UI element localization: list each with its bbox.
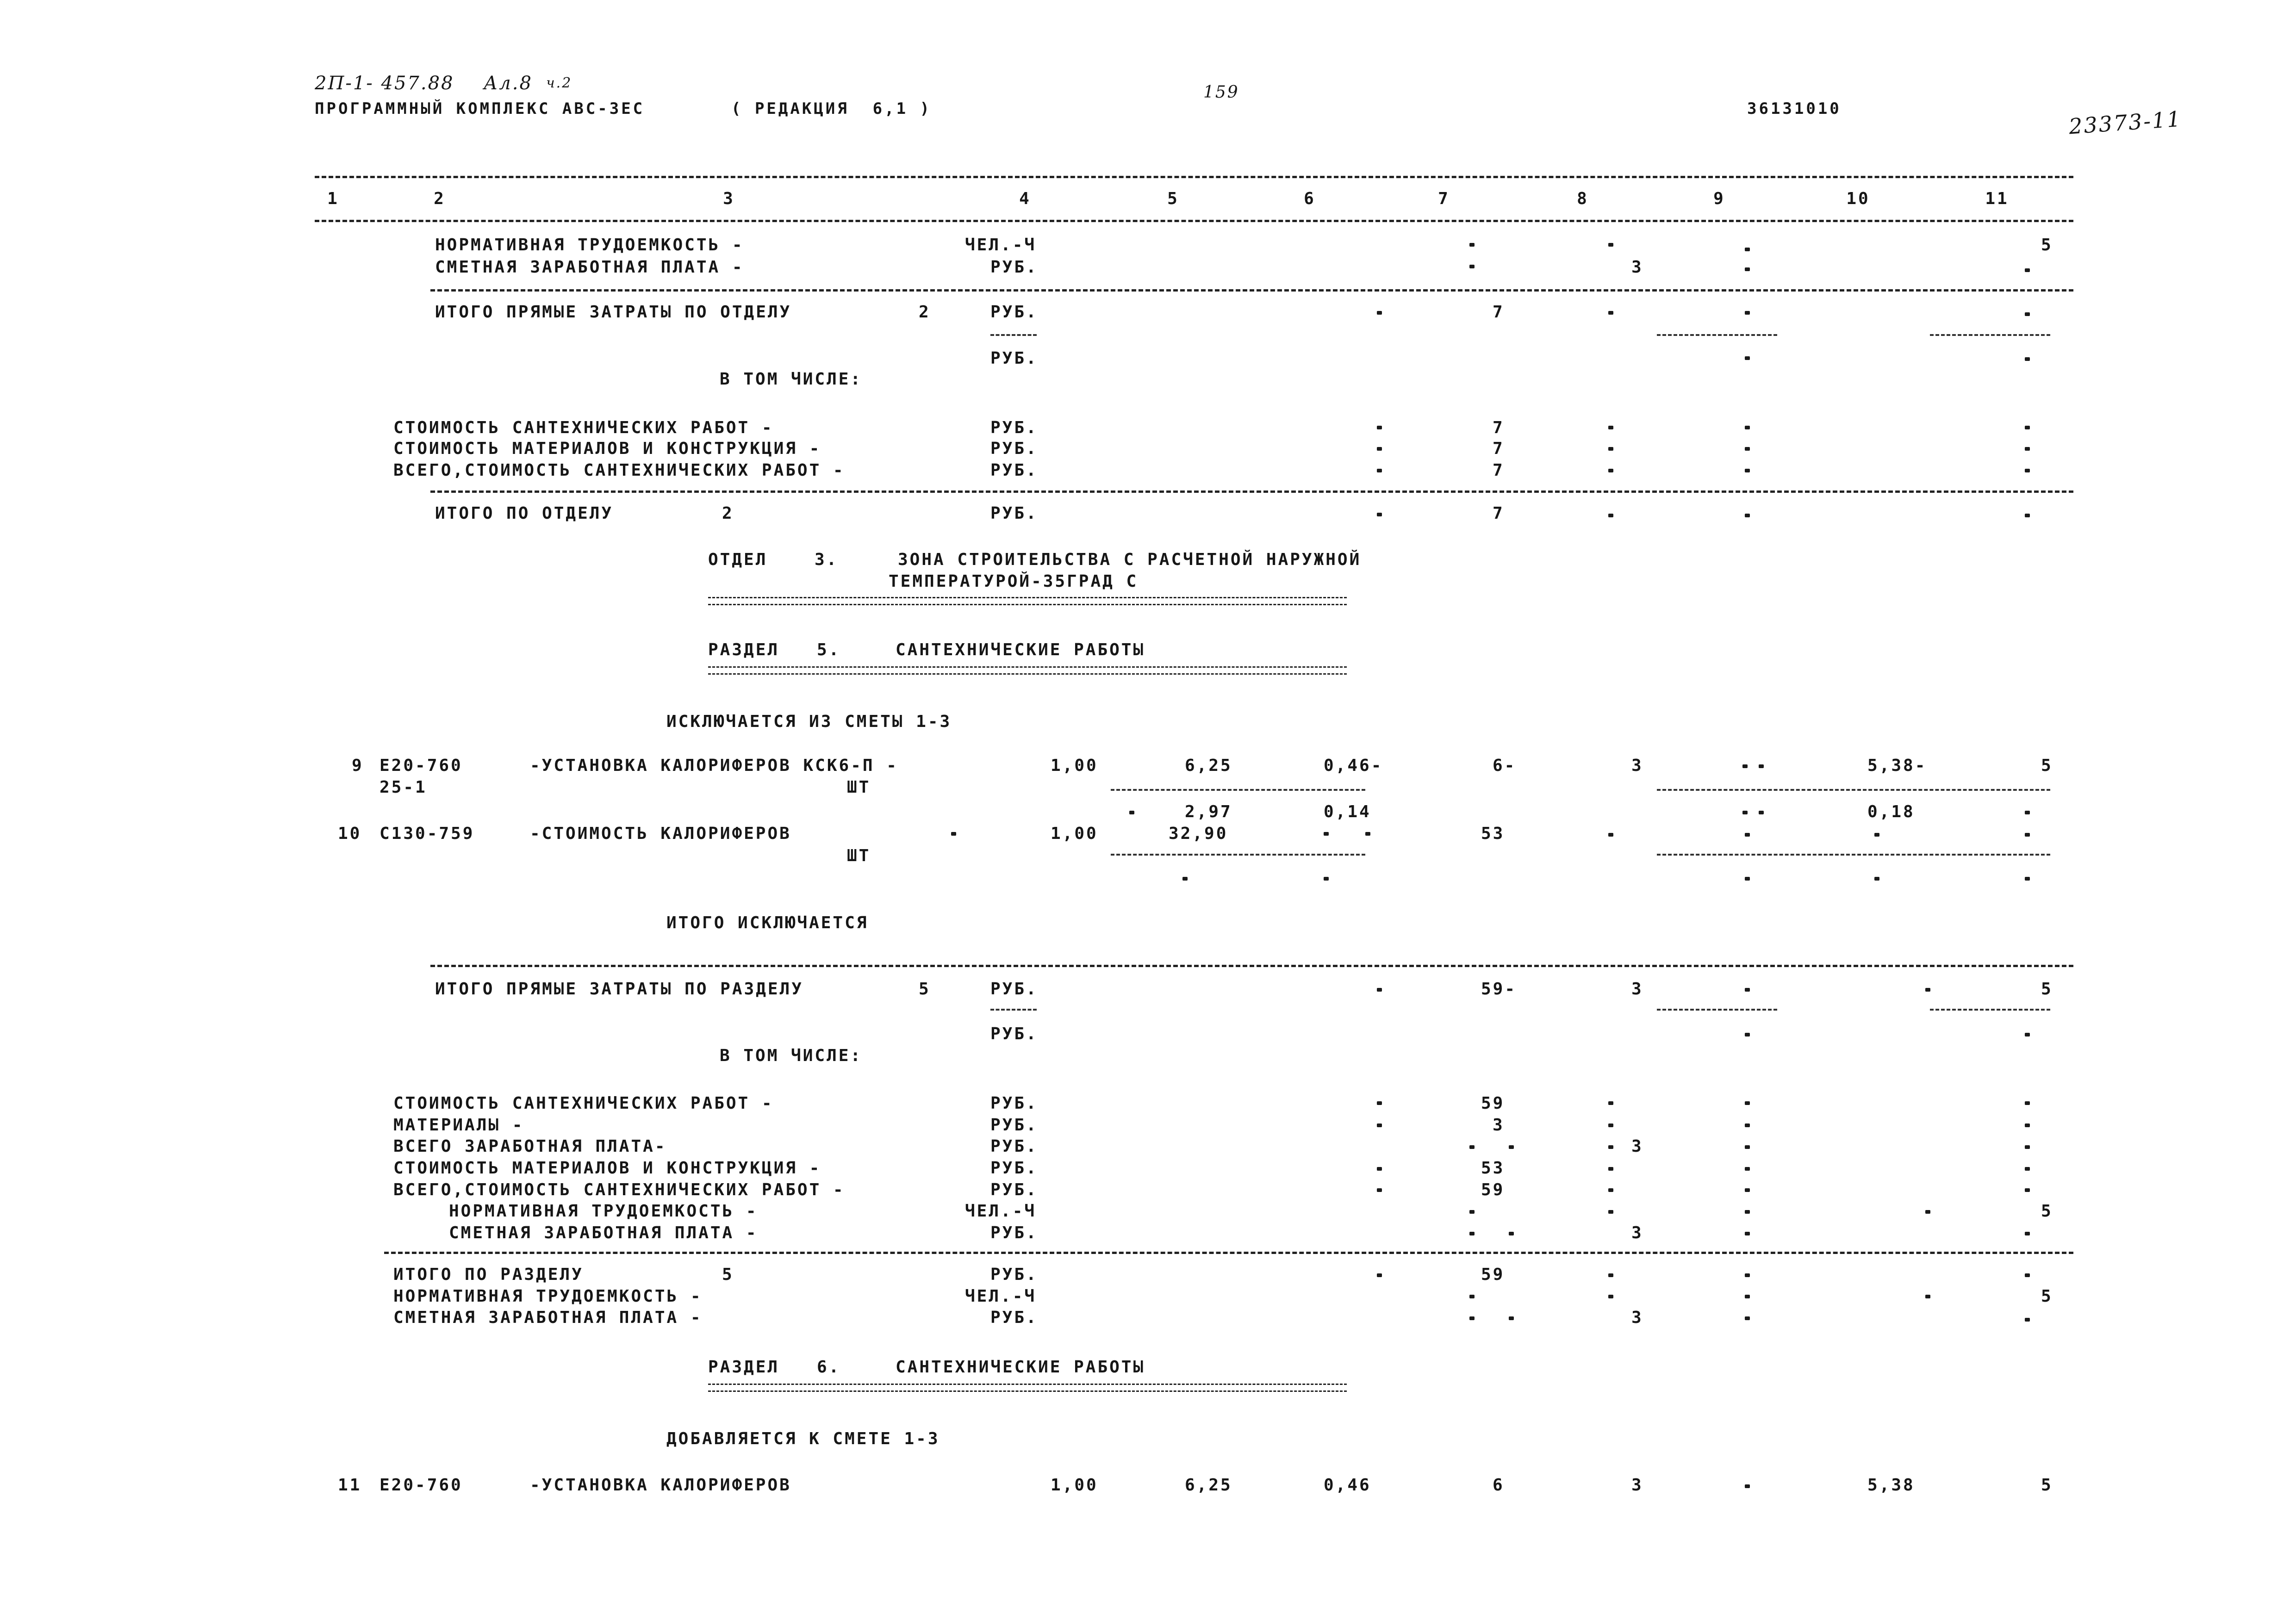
column-6: 6 xyxy=(1304,189,1316,208)
dash-mark xyxy=(1129,811,1134,814)
subtotal-rule xyxy=(430,289,2073,292)
dash-mark xyxy=(1745,1316,1750,1320)
total-cost-plumbing-col7: 59 xyxy=(1481,1180,1505,1199)
dash-mark xyxy=(2025,1167,2030,1171)
dash-mark xyxy=(2025,1232,2030,1235)
dash-line xyxy=(1930,1009,2050,1011)
dash-mark xyxy=(2025,877,2030,881)
dash-mark xyxy=(2025,1318,2030,1322)
item-col7: 53 xyxy=(1481,824,1505,843)
est-wage-col8: 3 xyxy=(1631,1223,1643,1242)
dash-mark xyxy=(1608,1167,1613,1171)
cost-materials-label: СТОИМОСТЬ МАТЕРИАЛОВ И КОНСТРУКЦИЯ - xyxy=(393,439,821,458)
table-top-rule xyxy=(315,176,2073,178)
cost-materials-col7: 7 xyxy=(1493,439,1505,458)
item-code-sub: 25-1 xyxy=(380,778,427,797)
dash-mark xyxy=(1608,833,1613,837)
dash-mark xyxy=(1608,243,1613,247)
including-label: В ТОМ ЧИСЛЕ: xyxy=(720,370,863,389)
total-cost-plumbing-col7: 7 xyxy=(1493,461,1505,480)
dash-mark xyxy=(1377,1101,1382,1105)
dash-mark xyxy=(951,832,956,836)
added-heading: ДОБАВЛЯЕТСЯ К СМЕТЕ 1-3 xyxy=(666,1429,940,1448)
dash-mark xyxy=(1324,832,1329,836)
rub-unit: РУБ. xyxy=(990,1024,1038,1043)
section-number: 5 xyxy=(919,980,931,999)
dept-title-line2: ТЕМПЕРАТУРОЙ-35ГРАД С xyxy=(889,572,1139,591)
column-3: 3 xyxy=(723,189,735,208)
dash-mark xyxy=(1608,447,1613,451)
norm-labor-label: НОРМАТИВНАЯ ТРУДОЕМКОСТЬ - xyxy=(449,1202,758,1221)
dash-mark xyxy=(1745,248,1750,251)
item-qty: 1,00 xyxy=(1051,1476,1098,1495)
dept-title-line1: ЗОНА СТРОИТЕЛЬСТВА С РАСЧЕТНОЙ НАРУЖНОЙ xyxy=(898,550,1362,569)
dash-mark xyxy=(1509,1232,1514,1235)
section-underline xyxy=(708,666,1347,675)
rub-unit: РУБ. xyxy=(990,980,1038,999)
handwritten-reference: 23373-11 xyxy=(2068,106,2183,139)
item-unit: ШТ xyxy=(847,846,871,865)
section-title: САНТЕХНИЧЕСКИЕ РАБОТЫ xyxy=(896,1358,1145,1377)
dash-mark xyxy=(1745,267,1750,271)
total-wage-label: ВСЕГО ЗАРАБОТНАЯ ПЛАТА- xyxy=(393,1137,667,1156)
including-label: В ТОМ ЧИСЛЕ: xyxy=(720,1046,863,1065)
dash-mark xyxy=(1745,356,1750,360)
dash-mark xyxy=(1608,1210,1613,1214)
rub-unit: РУБ. xyxy=(990,1265,1038,1284)
rub-unit: РУБ. xyxy=(990,1094,1038,1113)
dash-mark xyxy=(1745,1167,1750,1171)
dash-mark xyxy=(1608,469,1613,472)
program-title: ПРОГРАММНЫЙ КОМПЛЕКС АВС-3ЕС xyxy=(315,99,645,118)
cost-materials-label: СТОИМОСТЬ МАТЕРИАЛОВ И КОНСТРУКЦИЯ - xyxy=(393,1159,821,1178)
column-8: 8 xyxy=(1577,189,1589,208)
item-name: -УСТАНОВКА КАЛОРИФЕРОВ КСК6-П - xyxy=(530,756,898,775)
dash-line xyxy=(1111,789,1365,791)
dash-mark xyxy=(1874,877,1879,881)
dash-mark xyxy=(1608,1123,1613,1127)
dash-mark xyxy=(1742,811,1748,814)
dash-mark xyxy=(1742,764,1748,768)
est-wage-label: СМЕТНАЯ ЗАРАБОТНАЯ ПЛАТА - xyxy=(393,1308,703,1327)
dash-mark xyxy=(1469,1145,1475,1149)
dash-mark xyxy=(2025,1033,2030,1037)
dash-mark xyxy=(1745,1188,1750,1192)
section-total-rule xyxy=(430,965,2073,967)
dash-mark xyxy=(1608,1188,1613,1192)
item-qty: 1,00 xyxy=(1051,756,1098,775)
item-name: -СТОИМОСТЬ КАЛОРИФЕРОВ xyxy=(530,824,791,843)
dash-mark xyxy=(1745,833,1750,837)
item-col8: 3 xyxy=(1631,1476,1643,1495)
rub-unit: РУБ. xyxy=(990,1116,1038,1135)
rub-unit: РУБ. xyxy=(990,461,1038,480)
dash-mark xyxy=(2025,447,2030,451)
dash-mark xyxy=(2025,833,2030,837)
dash-mark xyxy=(1745,311,1750,315)
document-code: 36131010 xyxy=(1747,99,1842,118)
dash-mark xyxy=(1324,877,1329,881)
dash-mark xyxy=(1182,877,1188,881)
dash-mark xyxy=(1469,1232,1475,1235)
norm-labor-col11: 5 xyxy=(2041,236,2053,254)
total-dept-label: ИТОГО ПО ОТДЕЛУ xyxy=(435,504,614,523)
total-direct-col7: 7 xyxy=(1493,303,1505,322)
dash-mark xyxy=(2025,1123,2030,1127)
dash-mark xyxy=(1608,311,1613,315)
header-bottom-rule xyxy=(315,220,2073,222)
total-dept-col7: 7 xyxy=(1493,504,1505,523)
item-unit: ШТ xyxy=(847,778,871,797)
item-col11: 5 xyxy=(2041,756,2053,775)
item-qty: 1,00 xyxy=(1051,824,1098,843)
dash-mark xyxy=(1745,514,1750,517)
program-edition: ( РЕДАКЦИЯ 6,1 ) xyxy=(731,99,932,118)
excluded-heading: ИСКЛЮЧАЕТСЯ ИЗ СМЕТЫ 1-3 xyxy=(666,712,952,731)
dash-mark xyxy=(1377,513,1382,516)
dash-mark xyxy=(2025,1101,2030,1105)
dash-mark xyxy=(1745,1295,1750,1298)
dash-mark xyxy=(2025,469,2030,472)
album-ref: Ал.8 xyxy=(484,73,533,94)
rub-unit: РУБ. xyxy=(990,1159,1038,1178)
dept-number: 3. xyxy=(815,550,839,569)
dash-mark xyxy=(1745,1101,1750,1105)
column-10: 10 xyxy=(1846,189,1870,208)
column-5: 5 xyxy=(1167,189,1179,208)
column-2: 2 xyxy=(434,189,446,208)
dash-mark xyxy=(2025,1273,2030,1277)
dash-mark xyxy=(1469,265,1475,268)
norm-labor-col11: 5 xyxy=(2041,1202,2053,1221)
est-wage-label: СМЕТНАЯ ЗАРАБОТНАЯ ПЛАТА - xyxy=(449,1223,758,1242)
cost-plumbing-label: СТОИМОСТЬ САНТЕХНИЧЕСКИХ РАБОТ - xyxy=(393,418,774,437)
dash-mark xyxy=(1745,1232,1750,1235)
norm-labor-label: НОРМАТИВНАЯ ТРУДОЕМКОСТЬ - xyxy=(435,236,744,254)
dash-mark xyxy=(1745,988,1750,992)
dash-mark xyxy=(1608,1273,1613,1277)
total-cost-plumbing-label: ВСЕГО,СТОИМОСТЬ САНТЕХНИЧЕСКИХ РАБОТ - xyxy=(393,1180,845,1199)
dash-line xyxy=(1657,334,1777,336)
dash-mark xyxy=(1608,514,1613,517)
dash-line xyxy=(1111,854,1365,856)
dash-mark xyxy=(1608,1145,1613,1149)
total-cost-plumbing-label: ВСЕГО,СТОИМОСТЬ САНТЕХНИЧЕСКИХ РАБОТ - xyxy=(393,461,845,480)
column-7: 7 xyxy=(1438,189,1450,208)
rub-unit: РУБ. xyxy=(990,504,1038,523)
dash-mark xyxy=(1608,426,1613,429)
item-number: 9 xyxy=(352,756,364,775)
dash-mark xyxy=(2025,312,2030,316)
dept-number: 2 xyxy=(919,303,931,322)
dash-mark xyxy=(1509,1316,1514,1320)
dash-mark xyxy=(2025,1188,2030,1192)
dash-mark xyxy=(1608,1101,1613,1105)
dash-mark xyxy=(1759,764,1764,768)
item-col6-wage: 0,14 xyxy=(1324,802,1371,821)
cost-plumbing-col7: 7 xyxy=(1493,418,1505,437)
dash-mark xyxy=(2025,268,2030,272)
rub-unit: РУБ. xyxy=(990,258,1038,277)
item-col5: 6,25 xyxy=(1185,756,1232,775)
rub-unit: РУБ. xyxy=(990,303,1038,322)
rub-unit: РУБ. xyxy=(990,349,1038,368)
dash-line xyxy=(1657,789,2050,791)
section-total-rule xyxy=(384,1252,2073,1254)
section-title: САНТЕХНИЧЕСКИЕ РАБОТЫ xyxy=(896,640,1145,659)
dash-mark xyxy=(2025,357,2030,361)
rub-unit: РУБ. xyxy=(990,1223,1038,1242)
norm-labor-col11: 5 xyxy=(2041,1287,2053,1306)
dash-mark xyxy=(1377,1273,1382,1277)
item-code: Е20-760 xyxy=(380,756,463,775)
dash-mark xyxy=(1745,1033,1750,1037)
item-col5: 32,90 xyxy=(1169,824,1228,843)
dash-mark xyxy=(1377,311,1382,315)
section-label: РАЗДЕЛ xyxy=(708,640,780,659)
dept-total-rule xyxy=(430,490,2073,493)
dash-mark xyxy=(1469,243,1475,247)
norm-labor-unit: ЧЕЛ.-Ч xyxy=(965,1287,1037,1306)
total-direct-dept-label: ИТОГО ПРЯМЫЕ ЗАТРАТЫ ПО ОТДЕЛУ xyxy=(435,303,792,322)
norm-labor-unit: ЧЕЛ.-Ч xyxy=(965,236,1037,254)
section-number: 6. xyxy=(817,1358,841,1377)
doc-code: 2П-1- 457.88 xyxy=(315,73,454,94)
rub-unit: РУБ. xyxy=(990,439,1038,458)
norm-labor-label: НОРМАТИВНАЯ ТРУДОЕМКОСТЬ - xyxy=(393,1287,703,1306)
norm-labor-unit: ЧЕЛ.-Ч xyxy=(965,1202,1037,1221)
dash-mark xyxy=(1759,811,1764,814)
part-ref: ч.2 xyxy=(546,75,572,91)
section-label: РАЗДЕЛ xyxy=(708,1358,780,1377)
column-9: 9 xyxy=(1713,189,1725,208)
dash-mark xyxy=(1745,426,1750,429)
rub-unit: РУБ. xyxy=(990,1180,1038,1199)
item-code: С130-759 xyxy=(380,824,475,843)
dash-mark xyxy=(1365,832,1370,836)
rub-unit: РУБ. xyxy=(990,1137,1038,1156)
item-col6: 0,46 xyxy=(1324,1476,1371,1495)
materials-col7: 3 xyxy=(1493,1116,1505,1135)
dash-line xyxy=(1657,1009,1777,1011)
item-col7: 6- xyxy=(1493,756,1517,775)
cost-plumbing-label: СТОИМОСТЬ САНТЕХНИЧЕСКИХ РАБОТ - xyxy=(393,1094,774,1113)
item-col10: 5,38- xyxy=(1867,756,1927,775)
total-direct-section-col11: 5 xyxy=(2041,980,2053,999)
dash-mark xyxy=(1469,1295,1475,1298)
total-direct-section-col8: 3 xyxy=(1631,980,1643,999)
item-col8: 3 xyxy=(1631,756,1643,775)
dash-mark xyxy=(1377,1188,1382,1192)
item-number: 11 xyxy=(338,1476,362,1495)
materials-label: МАТЕРИАЛЫ - xyxy=(393,1116,524,1135)
item-col11: 5 xyxy=(2041,1476,2053,1495)
dash-mark xyxy=(1377,1123,1382,1127)
column-11: 11 xyxy=(1985,189,2009,208)
item-name: -УСТАНОВКА КАЛОРИФЕРОВ xyxy=(530,1476,791,1495)
item-code: Е20-760 xyxy=(380,1476,463,1495)
dash-mark xyxy=(1377,447,1382,451)
dash-mark xyxy=(1874,833,1879,837)
est-wage-col8: 3 xyxy=(1631,1308,1643,1327)
dash-mark xyxy=(1745,447,1750,451)
section-number: 5. xyxy=(817,640,841,659)
dash-mark xyxy=(1608,1295,1613,1298)
column-1: 1 xyxy=(327,189,339,208)
item-col10-wage: 0,18 xyxy=(1867,802,1915,821)
rub-unit: РУБ. xyxy=(990,1308,1038,1327)
dash-mark xyxy=(1745,1273,1750,1277)
dept-underline xyxy=(708,597,1347,605)
section-number: 5 xyxy=(722,1265,734,1284)
dash-mark xyxy=(1469,1210,1475,1214)
dash-mark xyxy=(2025,811,2030,814)
dash-line xyxy=(990,334,1037,336)
dash-mark xyxy=(1745,1484,1750,1488)
dash-line xyxy=(1930,334,2050,336)
dash-mark xyxy=(1925,1210,1930,1214)
section-underline xyxy=(708,1384,1347,1392)
dept-number: 2 xyxy=(722,504,734,523)
dash-mark xyxy=(1377,426,1382,429)
dash-mark xyxy=(1745,877,1750,881)
est-wage-label: СМЕТНАЯ ЗАРАБОТНАЯ ПЛАТА - xyxy=(435,258,744,277)
item-col6: 0,46- xyxy=(1324,756,1383,775)
rub-unit: РУБ. xyxy=(990,418,1038,437)
item-col7: 6 xyxy=(1493,1476,1505,1495)
item-col5-wage: 2,97 xyxy=(1185,802,1232,821)
item-number: 10 xyxy=(338,824,362,843)
column-4: 4 xyxy=(1019,189,1031,208)
dash-mark xyxy=(1509,1145,1514,1149)
total-section-label: ИТОГО ПО РАЗДЕЛУ xyxy=(393,1265,584,1284)
dash-mark xyxy=(2025,426,2030,429)
dash-mark xyxy=(1377,988,1382,992)
page-number: 159 xyxy=(1203,83,1239,102)
item-col10: 5,38 xyxy=(1867,1476,1915,1495)
est-wage-col8: 3 xyxy=(1631,258,1643,277)
total-direct-section-col7: 59- xyxy=(1481,980,1517,999)
dash-mark xyxy=(1469,1316,1475,1320)
total-wage-col8: 3 xyxy=(1631,1137,1643,1156)
dept-label: ОТДЕЛ xyxy=(708,550,768,569)
cost-materials-col7: 53 xyxy=(1481,1159,1505,1178)
dash-mark xyxy=(2025,1145,2030,1149)
item-col5: 6,25 xyxy=(1185,1476,1232,1495)
dash-line xyxy=(990,1009,1037,1011)
dash-line xyxy=(1657,854,2050,856)
cost-plumbing-col7: 59 xyxy=(1481,1094,1505,1113)
dash-mark xyxy=(1925,988,1930,992)
dash-mark xyxy=(2025,514,2030,517)
dash-mark xyxy=(1745,1210,1750,1214)
dash-mark xyxy=(1377,1167,1382,1171)
total-excluded-heading: ИТОГО ИСКЛЮЧАЕТСЯ xyxy=(666,913,869,932)
dash-mark xyxy=(1377,469,1382,472)
total-direct-section-label: ИТОГО ПРЯМЫЕ ЗАТРАТЫ ПО РАЗДЕЛУ xyxy=(435,980,803,999)
dash-mark xyxy=(1745,469,1750,472)
dash-mark xyxy=(1925,1295,1930,1298)
total-section-col7: 59 xyxy=(1481,1265,1505,1284)
dash-mark xyxy=(1745,1123,1750,1127)
dash-mark xyxy=(1745,1145,1750,1149)
